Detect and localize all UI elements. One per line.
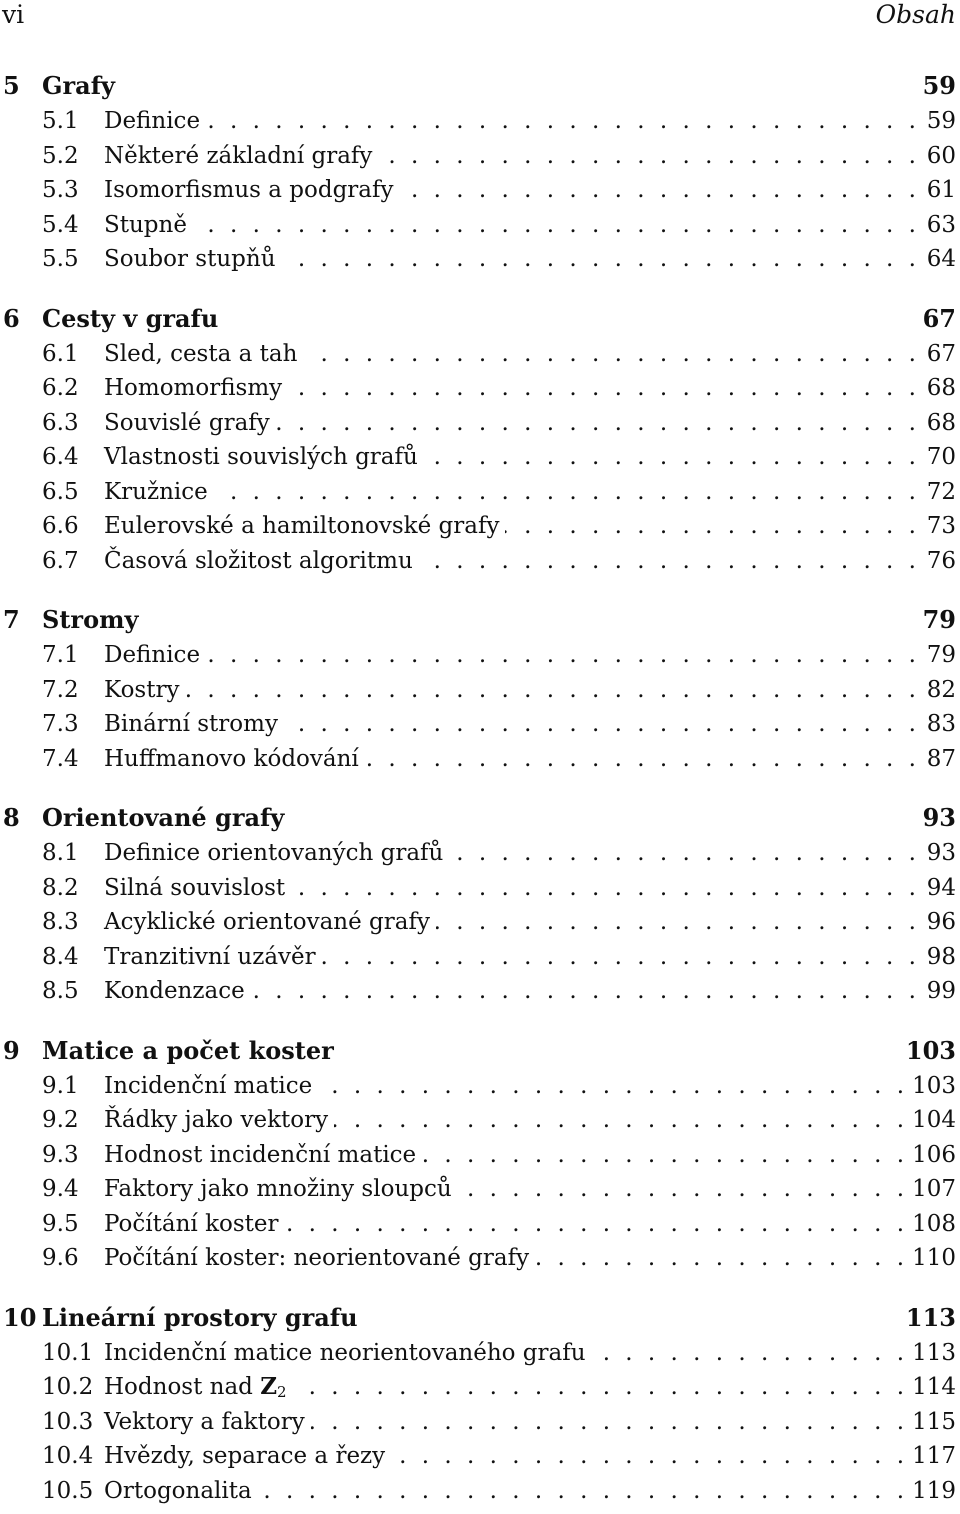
section-title <box>104 1405 311 1440</box>
section-page-number: 76 <box>926 547 956 574</box>
toc-chapter-heading[interactable] <box>0 1033 956 1069</box>
section-number: 6.1 <box>42 340 79 367</box>
dot-leader <box>288 371 916 406</box>
toc-section-entry[interactable] <box>0 836 956 871</box>
toc-section-entry[interactable] <box>0 1336 956 1371</box>
section-page-number: 94 <box>926 874 956 901</box>
section-title <box>104 1138 422 1173</box>
chapter-title: Stromy <box>42 605 139 634</box>
section-number: 9.4 <box>42 1176 79 1202</box>
section-number: 7.4 <box>42 745 79 772</box>
section-title <box>104 1241 535 1276</box>
chapter-page-number: 79 <box>922 605 956 634</box>
section-title-text: Kondenzace <box>104 978 245 1004</box>
toc-section-entry[interactable] <box>0 475 956 510</box>
section-number: 7.1 <box>42 642 79 668</box>
section-title-text: Počítání koster <box>104 1210 279 1237</box>
section-title <box>104 173 400 208</box>
toc-section-entry[interactable] <box>0 974 956 1009</box>
dot-leader <box>322 940 916 975</box>
section-title-text: Časová složitost algoritmu <box>104 547 413 574</box>
section-title-text: Huffmanovo kódování <box>104 745 359 772</box>
section-title-text: Silná souvislost <box>104 874 286 901</box>
dot-leader <box>365 742 916 777</box>
dot-leader <box>378 139 916 174</box>
section-number: 6.3 <box>42 409 79 436</box>
section-title-text: Incidenční matice <box>104 1072 313 1099</box>
dot-leader <box>422 1138 904 1173</box>
section-title-text: Vlastnosti souvislých grafů <box>104 444 418 470</box>
section-page-number: 82 <box>926 676 956 703</box>
section-title-subscript: 2 <box>277 1383 287 1401</box>
toc-section-entry[interactable] <box>0 638 956 673</box>
section-page-number: 108 <box>912 1210 956 1237</box>
section-number: 10.1 <box>42 1339 94 1366</box>
toc-section-entry[interactable] <box>0 440 956 475</box>
section-number: 6.6 <box>42 513 79 539</box>
section-number: 10.4 <box>42 1443 94 1469</box>
section-title-text: Isomorfismus a podgrafy <box>104 177 394 203</box>
dot-leader <box>303 337 916 372</box>
section-title-text: Kostry <box>104 676 180 703</box>
toc-section-entry[interactable] <box>0 673 956 708</box>
dot-leader <box>419 544 916 579</box>
dot-leader <box>400 173 916 208</box>
section-page-number: 72 <box>926 478 956 505</box>
dot-leader <box>206 638 916 673</box>
section-title-text: Hvězdy, separace a řezy <box>104 1443 386 1469</box>
section-title <box>104 871 291 906</box>
toc-chapter-heading[interactable] <box>0 602 956 638</box>
section-title <box>104 1103 334 1138</box>
section-number: 9.1 <box>42 1072 79 1099</box>
toc-section-entry[interactable] <box>0 1439 956 1474</box>
section-title <box>104 905 436 940</box>
chapter-title: Grafy <box>42 71 115 100</box>
section-number: 8.1 <box>42 840 79 866</box>
dot-leader <box>251 974 916 1009</box>
section-title-text: Incidenční matice neorientovaného grafu <box>104 1339 586 1366</box>
toc-section-entry[interactable] <box>0 707 956 742</box>
dot-leader <box>206 104 916 139</box>
dot-leader <box>282 242 916 277</box>
chapter-number: 10 <box>3 1302 37 1332</box>
section-title <box>104 208 193 243</box>
chapter-number: 8 <box>3 803 20 832</box>
running-title: Obsah <box>875 0 956 29</box>
chapter-page-number: 103 <box>905 1035 956 1065</box>
section-page-number: 98 <box>926 943 956 970</box>
section-number: 7.3 <box>42 711 79 737</box>
section-title <box>104 836 449 871</box>
section-title <box>104 742 365 777</box>
toc-chapter <box>0 800 956 1009</box>
section-title-text: Souvislé grafy <box>104 409 270 436</box>
section-number: 9.2 <box>42 1107 79 1133</box>
toc-section-entry[interactable] <box>0 242 956 277</box>
section-page-number: 73 <box>926 513 956 539</box>
section-title <box>104 509 505 544</box>
section-page-number: 61 <box>926 177 956 203</box>
section-title-text: Sled, cesta a tah <box>104 340 298 367</box>
section-number: 8.5 <box>42 978 79 1004</box>
section-title <box>104 337 303 372</box>
toc-section-entry[interactable] <box>0 1138 956 1173</box>
section-title-text: Definice orientovaných grafů <box>104 840 444 866</box>
dot-leader <box>318 1069 904 1104</box>
chapter-page-number: 67 <box>922 303 956 333</box>
section-title-text: Homomorfismy <box>104 375 283 401</box>
section-title <box>104 371 288 406</box>
page-header <box>0 0 960 30</box>
dot-leader <box>592 1336 905 1371</box>
section-page-number: 83 <box>926 711 956 737</box>
chapter-title: Lineární prostory grafu <box>42 1302 358 1332</box>
section-title <box>104 1370 293 1405</box>
dot-leader <box>284 707 916 742</box>
section-title <box>104 673 185 708</box>
dot-leader <box>258 1474 904 1509</box>
toc-chapter-heading[interactable] <box>0 68 956 104</box>
chapter-title: Cesty v grafu <box>42 303 219 333</box>
section-title-text: Binární stromy <box>104 711 278 737</box>
toc-chapter-heading[interactable] <box>0 301 956 337</box>
section-number: 5.2 <box>42 142 79 169</box>
section-number: 6.4 <box>42 444 79 470</box>
section-title-text: Eulerovské a hamiltonovské grafy <box>104 513 500 539</box>
dot-leader <box>391 1439 904 1474</box>
section-title <box>104 242 282 277</box>
section-title-text: Definice <box>104 108 201 134</box>
section-page-number: 87 <box>926 745 956 772</box>
dot-leader <box>311 1405 904 1440</box>
table-of-contents <box>0 68 956 1508</box>
section-title-text: Některé základní grafy <box>104 142 373 169</box>
section-page-number: 59 <box>926 108 956 134</box>
section-page-number: 113 <box>912 1339 956 1366</box>
section-title <box>104 475 214 510</box>
section-page-number: 104 <box>912 1107 956 1133</box>
chapter-number: 6 <box>3 303 20 333</box>
section-page-number: 106 <box>912 1141 956 1168</box>
section-number: 9.6 <box>42 1245 79 1271</box>
toc-section-entry[interactable] <box>0 871 956 906</box>
section-number: 5.5 <box>42 246 79 272</box>
section-title <box>104 544 419 579</box>
section-title-text: Stupně <box>104 211 187 238</box>
section-title-text: Definice <box>104 642 201 668</box>
toc-section-entry[interactable] <box>0 1069 956 1104</box>
section-number: 5.3 <box>42 177 79 203</box>
section-page-number: 110 <box>912 1245 956 1271</box>
toc-section-entry[interactable] <box>0 1370 956 1405</box>
toc-section-entry[interactable] <box>0 337 956 372</box>
section-page-number: 96 <box>926 909 956 935</box>
section-title <box>104 1474 258 1509</box>
section-title <box>104 440 424 475</box>
section-page-number: 60 <box>926 142 956 169</box>
section-number: 9.5 <box>42 1210 79 1237</box>
dot-leader <box>214 475 916 510</box>
section-number: 10.2 <box>42 1374 94 1400</box>
section-number: 6.2 <box>42 375 79 401</box>
toc-section-entry[interactable] <box>0 544 956 579</box>
toc-chapter <box>0 301 956 579</box>
toc-section-entry[interactable] <box>0 905 956 940</box>
toc-section-entry[interactable] <box>0 509 956 544</box>
section-number: 8.3 <box>42 909 79 935</box>
chapter-title: Matice a počet koster <box>42 1035 334 1065</box>
section-title <box>104 1069 318 1104</box>
section-title <box>104 1439 391 1474</box>
section-title <box>104 406 276 441</box>
toc-section-entry[interactable] <box>0 406 956 441</box>
section-title-text: Hodnost incidenční matice <box>104 1141 417 1168</box>
section-title <box>104 104 206 139</box>
toc-section-entry[interactable] <box>0 173 956 208</box>
section-title <box>104 1336 592 1371</box>
section-page-number: 68 <box>926 409 956 436</box>
section-title-text: Hodnost nad Z <box>104 1373 278 1400</box>
dot-leader <box>291 871 916 906</box>
section-number: 6.7 <box>42 547 79 574</box>
section-title <box>104 707 284 742</box>
toc-section-entry[interactable] <box>0 742 956 777</box>
section-title-text: Řádky jako vektory <box>104 1107 329 1133</box>
section-number: 10.5 <box>42 1477 94 1504</box>
section-page-number: 103 <box>912 1072 956 1099</box>
section-page-number: 70 <box>926 444 956 470</box>
section-title-text: Počítání koster: neorientované grafy <box>104 1245 530 1271</box>
section-title-text: Tranzitivní uzávěr <box>104 943 316 970</box>
dot-leader <box>334 1103 904 1138</box>
section-title <box>104 974 251 1009</box>
section-title-text: Faktory jako množiny sloupců <box>104 1176 452 1202</box>
toc-chapter <box>0 68 956 277</box>
toc-section-entry[interactable] <box>0 104 956 139</box>
section-page-number: 115 <box>912 1408 956 1435</box>
section-page-number: 63 <box>926 211 956 238</box>
section-page-number: 64 <box>926 246 956 272</box>
section-number: 7.2 <box>42 676 79 703</box>
toc-chapter <box>0 1033 956 1276</box>
toc-chapter-heading[interactable] <box>0 1300 956 1336</box>
section-page-number: 99 <box>926 978 956 1004</box>
dot-leader <box>293 1370 905 1405</box>
dot-leader <box>285 1207 905 1242</box>
toc-chapter <box>0 602 956 776</box>
dot-leader <box>436 905 916 940</box>
toc-section-entry[interactable] <box>0 940 956 975</box>
section-number: 8.4 <box>42 943 79 970</box>
chapter-number: 7 <box>3 605 20 634</box>
chapter-title: Orientované grafy <box>42 803 285 832</box>
chapter-page-number: 59 <box>922 71 956 100</box>
section-title-text: Ortogonalita <box>104 1477 252 1504</box>
dot-leader <box>193 208 916 243</box>
chapter-page-number: 113 <box>905 1302 956 1332</box>
section-page-number: 114 <box>912 1374 956 1400</box>
toc-section-entry[interactable] <box>0 1103 956 1138</box>
section-page-number: 119 <box>912 1477 956 1504</box>
section-page-number: 107 <box>912 1176 956 1202</box>
section-page-number: 93 <box>926 840 956 866</box>
toc-section-entry[interactable] <box>0 1207 956 1242</box>
bold-z-symbol: Z <box>260 1373 278 1400</box>
section-number: 5.4 <box>42 211 79 238</box>
chapter-number: 5 <box>3 71 20 100</box>
section-title <box>104 139 378 174</box>
chapter-page-number: 93 <box>922 803 956 832</box>
dot-leader <box>276 406 916 441</box>
dot-leader <box>449 836 916 871</box>
section-number: 8.2 <box>42 874 79 901</box>
toc-chapter-heading[interactable] <box>0 800 956 836</box>
section-title-text: Kružnice <box>104 478 208 505</box>
section-page-number: 117 <box>912 1443 956 1469</box>
toc-section-entry[interactable] <box>0 1405 956 1440</box>
section-title <box>104 940 322 975</box>
section-number: 6.5 <box>42 478 79 505</box>
section-number: 10.3 <box>42 1408 94 1435</box>
toc-section-entry[interactable] <box>0 1172 956 1207</box>
chapter-number: 9 <box>3 1035 20 1065</box>
section-title-text: Acyklické orientované grafy <box>104 909 430 935</box>
section-title <box>104 1172 458 1207</box>
dot-leader <box>185 673 916 708</box>
toc-chapter <box>0 1300 956 1509</box>
toc-section-entry[interactable] <box>0 371 956 406</box>
toc-section-entry[interactable] <box>0 1241 956 1276</box>
dot-leader <box>424 440 916 475</box>
section-number: 9.3 <box>42 1141 79 1168</box>
section-number: 5.1 <box>42 108 79 134</box>
section-title-text: Soubor stupňů <box>104 246 276 272</box>
toc-section-entry[interactable] <box>0 1474 956 1509</box>
section-page-number: 67 <box>926 340 956 367</box>
toc-section-entry[interactable] <box>0 139 956 174</box>
dot-leader <box>535 1241 904 1276</box>
toc-section-entry[interactable] <box>0 208 956 243</box>
section-page-number: 79 <box>926 642 956 668</box>
section-title <box>104 1207 285 1242</box>
dot-leader <box>458 1172 904 1207</box>
section-page-number: 68 <box>926 375 956 401</box>
section-title-text: Vektory a faktory <box>104 1408 305 1435</box>
dot-leader <box>505 509 916 544</box>
page-number: vi <box>2 0 25 29</box>
section-title <box>104 638 206 673</box>
